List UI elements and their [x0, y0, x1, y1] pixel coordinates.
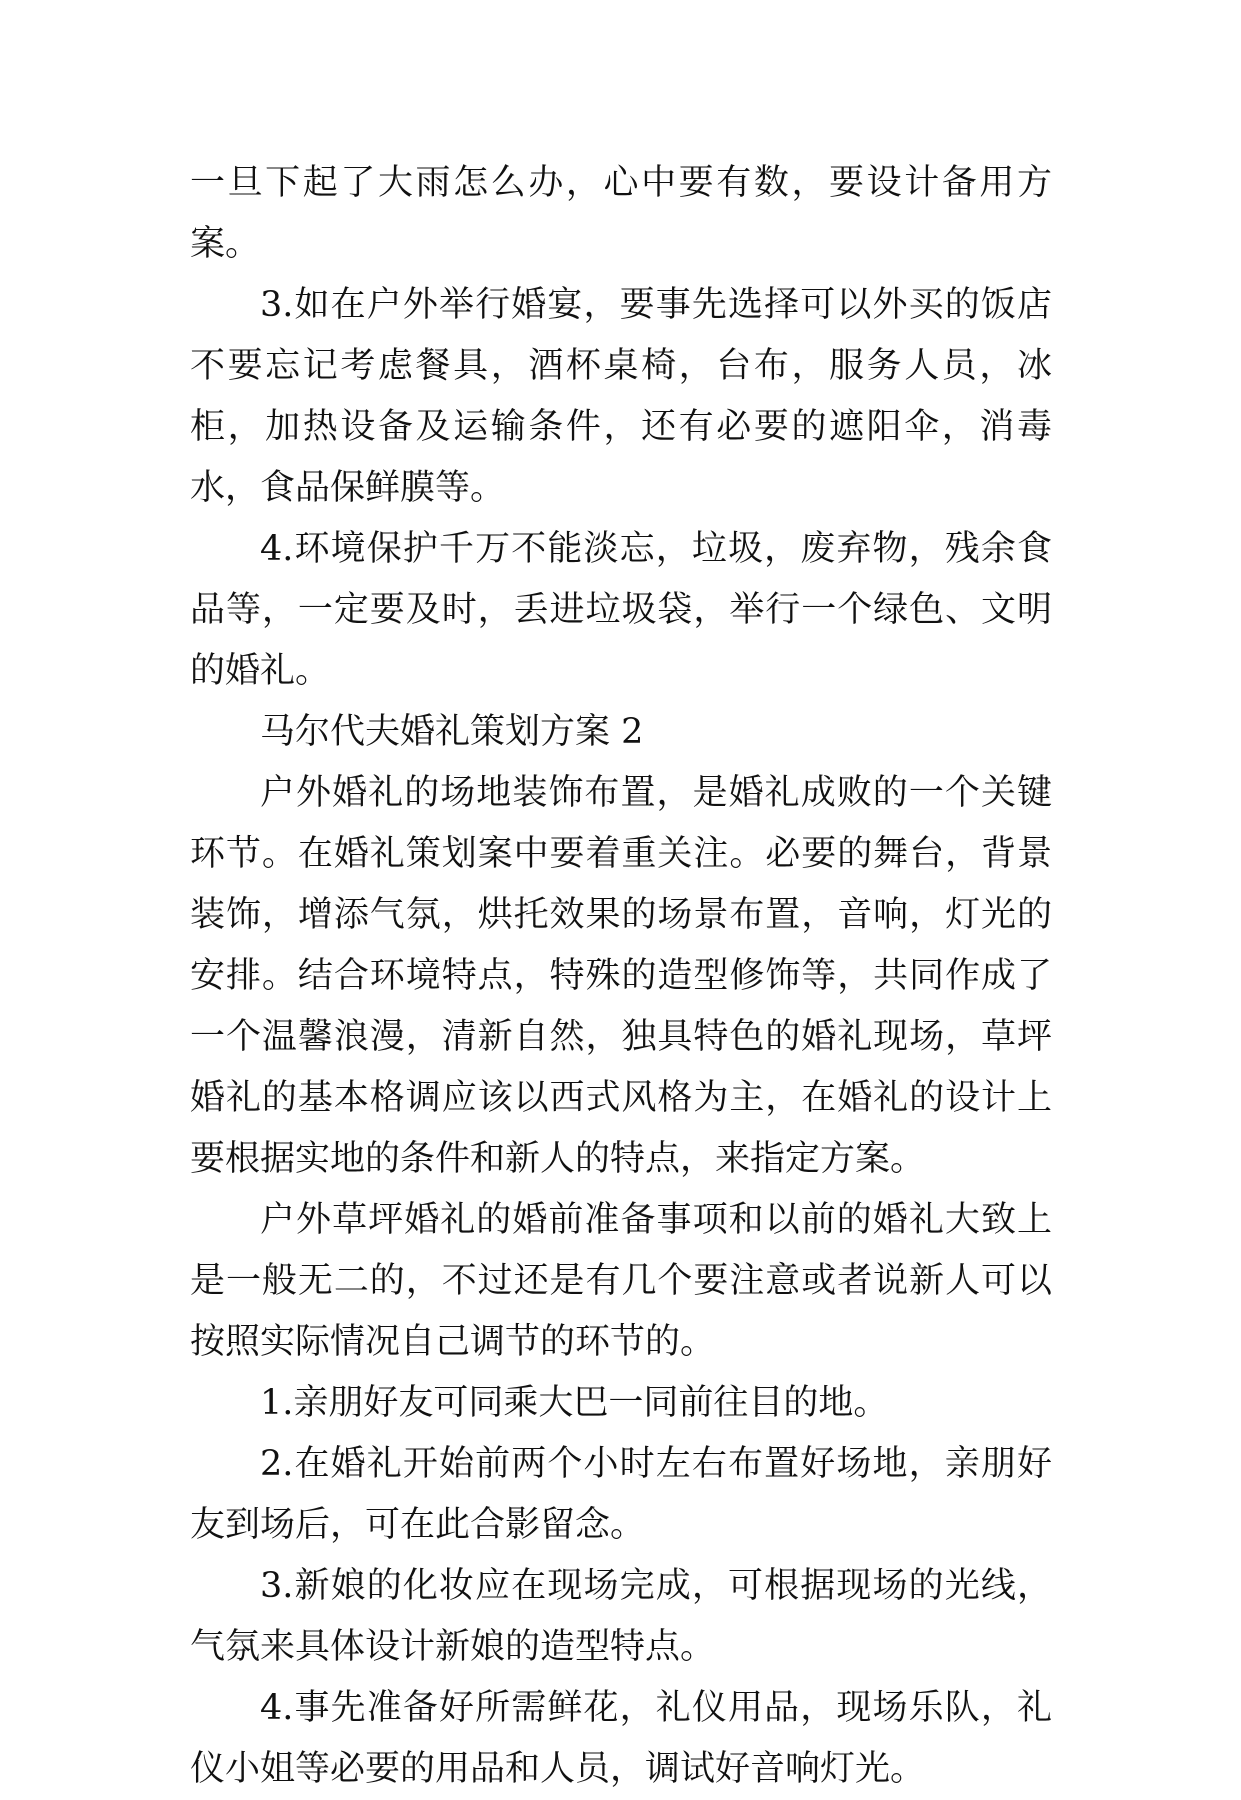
list-item-4: 4.事先准备好所需鲜花，礼仪用品，现场乐队，礼仪小姐等必要的用品和人员，调试好音响灯光。	[190, 1688, 1052, 1789]
document-page	[190, 153, 1052, 1800]
list-item-1: 1.亲朋好友可同乘大巴一同前往目的地。	[260, 1383, 889, 1423]
section-heading: 马尔代夫婚礼策划方案 2	[260, 712, 644, 752]
paragraph-item-3-banquet: 3.如在户外举行婚宴，要事先选择可以外买的饭店不要忘记考虑餐具，酒杯桌椅，台布，服务人员，冰柜，加热设备及运输条件，还有必要的遮阳伞，消毒水，食品保鲜膜等。	[190, 285, 1052, 508]
paragraph-venue-decoration: 户外婚礼的场地装饰布置，是婚礼成败的一个关键环节。在婚礼策划案中要着重关注。必要的舞台，背景装饰，增添气氛，烘托效果的场景布置，音响，灯光的安排。结合环境特点，特殊的造型修饰等，共同作成了一个温馨浪漫，清新自然，独具特色的婚礼现场，草坪婚礼的基本格调应该以西式风格为主，在婚礼的设计上要根据实地的条件和新人的特点，来指定方案。	[190, 773, 1052, 1179]
list-item-3: 3.新娘的化妆应在现场完成，可根据现场的光线，气氛来具体设计新娘的造型特点。	[190, 1566, 1052, 1667]
list-item-2: 2.在婚礼开始前两个小时左右布置好场地，亲朋好友到场后，可在此合影留念。	[190, 1444, 1052, 1545]
paragraph-preparation: 户外草坪婚礼的婚前准备事项和以前的婚礼大致上是一般无二的，不过还是有几个要注意或者说新人可以按照实际情况自己调节的环节的。	[190, 1200, 1052, 1362]
paragraph-item-4-environment: 4.环境保护千万不能淡忘，垃圾，废弃物，残余食品等，一定要及时，丢进垃圾袋，举行一个绿色、文明的婚礼。	[190, 529, 1052, 691]
paragraph-continuation: 一旦下起了大雨怎么办，心中要有数，要设计备用方案。	[190, 163, 1052, 264]
